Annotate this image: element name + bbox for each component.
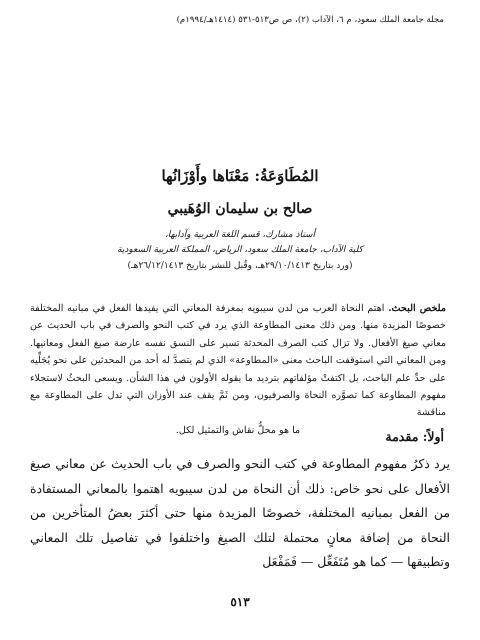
author-rank: أستاذ مشارك، قسم اللغة العربية وآدابها،: [164, 230, 316, 240]
running-head: مجلة جامعة الملك سعود، م ٦، الآداب (٢)، ص ص٥١٣-٥٣١ (١٤١٤هـ/١٩٩٤م): [176, 15, 444, 25]
introduction-paragraph: يرد ذكرُ مفهوم المطاوعة في كتب النحو والصرف في باب الحديث عن معاني صيغ الأفعال على نحو خاص: ذلك أن النحاة من لدن سيبويه اهتموا بالمعاني المستفادة من الفعل بمبانيه المختلفة، خصوصًا المزيدة منها حتى أكثرَ بعضُ المتأخرين من النحاة من إضافة معانٍ محتملة لتلك الصيغ واختلفوا في تفاصيل تلك المعاني وتطبيقها — كما هو مُتَفَعِّل — فَمَفْعَل: [30, 456, 450, 569]
section-heading: أولاً: مقدمة: [385, 429, 444, 444]
page-number: ٥١٣: [230, 595, 250, 609]
submission-dates: (ورد بتاريخ ٢٩/١٠/١٤١٣هـ، وقُبل للنشر بتاريخ ٢٦/١٢/١٤١٣هـ): [127, 261, 353, 271]
abstract-last-line: ما هو محلُّ نقاش والتمثيل لكل.: [175, 424, 301, 436]
article-title: المُطَاوَعَةُ: مَعْنَاها وأَوْزَانُها: [161, 167, 319, 185]
abstract: [30, 300, 446, 439]
abstract-label: ملخص البحث.: [388, 303, 446, 314]
author-institution: كلية الآداب، جامعة الملك سعود، الرياض، المملكة العربية السعودية: [117, 245, 363, 255]
abstract-body: اهتم النحاة العرب من لدن سيبويه بمعرفة المعاني التي يفيدها الفعل في مبانيه المختلفة خصوصًا المزيدة منها. ومن ذلك معنى المطاوعة الذي يرد في كتب النحو والصرف في باب الحديث عن معاني صيغ الأفعال. ولا تزال كتب الصرف المحدثة تسير على النسق نفسه عارضة صيغ الفعل ومعانيها. ومن المعاني التي استوقفت الباحث معنى «المطاوعة» الذي لم يتصدَّ له أحد من المحدثين على نحو يُجَلِّيه على حدِّ علم الباحث، بل اكتفتْ مؤلفاتهم بترديد ما يقوله الأولون في هذا الشأن. ويسعى البحثُ لاستجلاء مفهوم المطاوعة كما تصوَّره النحاة والصرفيون، ومن ثَمَّ يقف عند الأوزان التي تدل على المطاوعة مع مناقشة: [30, 303, 446, 419]
author-name: صالح بن سليمان الوُهَيبي: [167, 201, 313, 217]
